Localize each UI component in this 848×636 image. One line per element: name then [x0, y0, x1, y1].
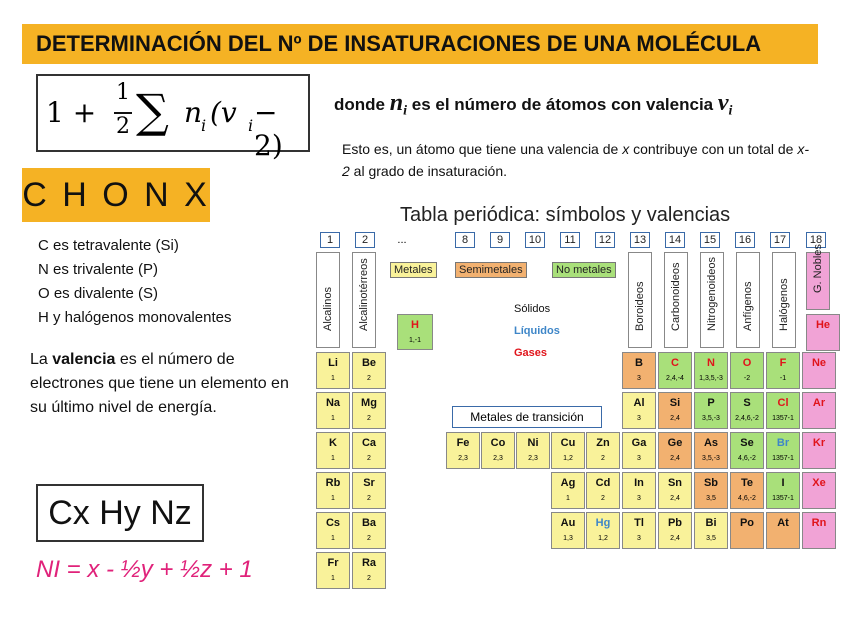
element-cell	[551, 472, 585, 509]
element-valence: 1	[331, 375, 335, 382]
valence-item: C es tetravalente (Si)	[38, 237, 179, 254]
element-symbol: Ra	[361, 557, 377, 569]
donde-text	[334, 90, 732, 119]
element-valence: 2,3	[458, 455, 468, 462]
donde-n-sub: i	[403, 102, 408, 119]
element-symbol: Au	[560, 517, 576, 529]
element-valence: 3,5	[706, 495, 716, 502]
group-number: 8	[455, 232, 475, 248]
element-valence: 2,3	[528, 455, 538, 462]
state-gases: Gases	[514, 347, 548, 359]
element-symbol: At	[777, 517, 789, 529]
group-number: 13	[630, 232, 650, 248]
element-symbol: Pb	[667, 517, 683, 529]
valdef-a: La	[30, 351, 53, 368]
element-symbol: Si	[669, 397, 681, 409]
element-cell	[658, 432, 692, 469]
element-cell	[586, 512, 620, 549]
legend-semimetales: Semimetales	[455, 262, 527, 278]
element-symbol: Sn	[667, 477, 683, 489]
element-cell	[694, 432, 728, 469]
element-symbol: Ne	[811, 357, 827, 369]
formula-n-sub: i	[201, 116, 207, 135]
element-valence: 1	[331, 535, 335, 542]
group-number: ...	[397, 234, 407, 246]
element-symbol: Xe	[812, 477, 826, 489]
donde-a: donde	[334, 95, 390, 114]
element-cell	[316, 552, 350, 589]
element-cell	[622, 472, 656, 509]
element-cell	[806, 314, 840, 351]
element-valence: -2	[743, 375, 751, 382]
valence-list	[38, 234, 231, 330]
family-label	[352, 252, 376, 348]
element-symbol: P	[707, 397, 715, 409]
element-valence: 2	[367, 375, 371, 382]
formula-denominator: 2	[116, 114, 130, 139]
element-cell	[446, 432, 480, 469]
molecular-formula-box: Cx Hy Nz	[36, 484, 204, 542]
valence-item: N es trivalente (P)	[38, 261, 159, 278]
formula-tail: − 2)	[254, 96, 283, 162]
chonx-banner: C H O N X	[22, 168, 210, 222]
group-number: 14	[665, 232, 685, 248]
transition-metals-label: Metales de transición	[452, 406, 602, 428]
esto-es-text	[342, 138, 812, 182]
element-cell	[316, 512, 350, 549]
element-valence: 3	[637, 455, 641, 462]
element-symbol: Fr	[327, 557, 339, 569]
element-valence: 3	[637, 535, 641, 542]
element-cell	[316, 352, 350, 389]
state-liquidos: Líquidos	[514, 325, 560, 337]
formula-v-sub: i	[248, 116, 254, 135]
element-cell	[766, 512, 800, 549]
formula-n: n	[184, 96, 203, 129]
element-cell	[622, 352, 656, 389]
state-solidos: Sólidos	[514, 303, 551, 315]
formula-v: (v	[210, 96, 237, 129]
element-symbol: Hg	[595, 517, 611, 529]
group-number: 2	[355, 232, 375, 248]
family-label	[736, 252, 760, 348]
family-label-text: Carbonoideos	[670, 262, 682, 331]
element-valence: 2,4	[670, 535, 680, 542]
element-cell	[622, 392, 656, 429]
element-valence: 3,5	[706, 535, 716, 542]
element-cell	[694, 392, 728, 429]
esto-x: x	[622, 141, 630, 157]
element-valence: 3	[637, 415, 641, 422]
element-cell	[658, 392, 692, 429]
donde-v: v	[717, 90, 729, 116]
element-symbol: Ni	[527, 437, 539, 449]
element-cell	[802, 512, 836, 549]
element-cell	[352, 472, 386, 509]
element-valence: 1	[566, 495, 570, 502]
element-valence: 2	[367, 455, 371, 462]
element-cell	[658, 472, 692, 509]
element-symbol: Ge	[667, 437, 683, 449]
legend-metales: Metales	[390, 262, 437, 278]
group-number: 12	[595, 232, 615, 248]
group-number: 18	[806, 232, 826, 248]
sum-symbol: ∑	[136, 84, 169, 138]
element-symbol: He	[815, 319, 831, 331]
family-label	[700, 252, 724, 348]
element-cell	[352, 392, 386, 429]
element-symbol: Ba	[361, 517, 377, 529]
element-cell	[730, 392, 764, 429]
formula-numerator: 1	[116, 80, 130, 105]
family-label	[806, 244, 830, 310]
element-valence: 2,4,6,-2	[735, 415, 759, 422]
donde-b: es el número de átomos con valencia	[407, 95, 718, 114]
periodic-table-title: Tabla periódica: símbolos y valencias	[400, 204, 731, 226]
element-valence: 2	[601, 455, 605, 462]
element-cell	[352, 432, 386, 469]
element-symbol: F	[779, 357, 787, 369]
element-valence: 4,6,-2	[738, 495, 756, 502]
element-valence: 3	[637, 495, 641, 502]
valence-definition	[30, 348, 300, 420]
element-cell	[802, 432, 836, 469]
element-valence: 2,4	[670, 415, 680, 422]
element-symbol: As	[703, 437, 719, 449]
formula-one-plus: 1 +	[46, 96, 97, 129]
element-valence: 3	[637, 375, 641, 382]
element-symbol: Zn	[596, 437, 610, 449]
family-label-text: Anfígenos	[742, 281, 754, 331]
element-cell	[694, 472, 728, 509]
element-cell	[352, 352, 386, 389]
element-symbol: Cu	[560, 437, 576, 449]
element-valence: 3,5,-3	[702, 455, 720, 462]
element-symbol: Fe	[456, 437, 470, 449]
esto-a: Esto es, un átomo que tiene una valencia de	[342, 141, 623, 157]
element-symbol: Cd	[595, 477, 611, 489]
element-cell	[802, 352, 836, 389]
valence-item: O es divalente (S)	[38, 285, 159, 302]
element-cell	[730, 352, 764, 389]
element-valence: 1	[331, 495, 335, 502]
family-label-text: Alcalinotérreos	[358, 258, 370, 331]
element-valence: 2	[601, 495, 605, 502]
element-symbol: I	[781, 477, 785, 489]
element-cell	[586, 432, 620, 469]
family-label-text: Alcalinos	[322, 286, 334, 331]
valdef-b: es el número de electrones que tiene un elemento en su último nivel de energía.	[30, 351, 289, 416]
element-valence: 2,4	[670, 495, 680, 502]
element-valence: 1,3,5,-3	[699, 375, 723, 382]
legend-no-metales: No metales	[552, 262, 616, 278]
element-symbol: Ag	[560, 477, 576, 489]
family-label	[664, 252, 688, 348]
element-cell	[802, 472, 836, 509]
element-symbol: Co	[490, 437, 506, 449]
element-valence: -1	[779, 375, 787, 382]
element-valence: 2,3	[493, 455, 503, 462]
element-symbol: Po	[739, 517, 755, 529]
element-valence: 1	[331, 415, 335, 422]
esto-b: contribuye con un total de	[629, 141, 798, 157]
element-symbol: K	[329, 437, 337, 449]
element-symbol: Mg	[361, 397, 377, 409]
element-valence: 2	[367, 535, 371, 542]
element-symbol: Br	[776, 437, 790, 449]
element-cell	[694, 512, 728, 549]
element-valence: 1,3	[563, 535, 573, 542]
esto-c: al grado de insaturación.	[349, 163, 508, 179]
element-cell	[352, 512, 386, 549]
element-cell	[551, 512, 585, 549]
element-symbol: Na	[325, 397, 341, 409]
family-label	[628, 252, 652, 348]
element-cell	[316, 472, 350, 509]
element-valence: 1,2	[563, 455, 573, 462]
element-valence: 1	[331, 455, 335, 462]
element-symbol: Sr	[363, 477, 375, 489]
family-label-text: Nitrogenoideos	[706, 257, 718, 331]
group-number: 11	[560, 232, 580, 248]
group-number: 10	[525, 232, 545, 248]
element-valence: 1357-1	[772, 495, 794, 502]
element-cell	[658, 512, 692, 549]
element-symbol: Ca	[361, 437, 377, 449]
element-cell	[316, 432, 350, 469]
element-valence: 2	[367, 575, 371, 582]
family-label	[772, 252, 796, 348]
element-valence: 1357-1	[772, 455, 794, 462]
group-number: 15	[700, 232, 720, 248]
element-symbol: Rn	[811, 517, 827, 529]
esto-x2: x-2	[342, 141, 809, 179]
element-symbol: Ga	[631, 437, 647, 449]
element-valence: 2	[367, 415, 371, 422]
element-cell	[586, 472, 620, 509]
donde-v-sub: i	[728, 102, 733, 119]
element-symbol: Cs	[325, 517, 341, 529]
element-valence: 1,-1	[408, 337, 422, 344]
element-symbol: B	[635, 357, 643, 369]
element-symbol: H	[411, 319, 419, 331]
element-cell	[730, 472, 764, 509]
group-number: 9	[490, 232, 510, 248]
unsaturation-formula	[36, 74, 310, 162]
ni-equation: NI = x - ½y + ½z + 1	[36, 556, 253, 583]
family-label-text: G. Nobles	[812, 244, 824, 293]
element-cell	[694, 352, 728, 389]
element-cell	[730, 512, 764, 549]
family-label	[316, 252, 340, 348]
element-symbol: Cl	[777, 397, 789, 409]
element-symbol: Rb	[325, 477, 341, 489]
element-symbol: Al	[633, 397, 645, 409]
element-symbol: In	[634, 477, 644, 489]
element-symbol: Bi	[705, 517, 717, 529]
element-cell	[316, 392, 350, 429]
element-cell	[481, 432, 515, 469]
valence-item: H y halógenos monovalentes	[38, 309, 232, 326]
element-cell	[766, 392, 800, 429]
element-valence: 1357-1	[772, 415, 794, 422]
group-number: 17	[770, 232, 790, 248]
element-valence: 2,4	[670, 455, 680, 462]
page-title: DETERMINACIÓN DEL Nº DE INSATURACIONES DE UNA MOLÉCULA	[22, 24, 818, 64]
element-cell	[766, 352, 800, 389]
element-symbol: Sb	[703, 477, 719, 489]
element-cell	[766, 472, 800, 509]
donde-n: n	[389, 90, 404, 116]
element-symbol: N	[707, 357, 715, 369]
element-symbol: O	[742, 357, 752, 369]
family-label-text: Halógenos	[778, 278, 790, 331]
element-cell	[658, 352, 692, 389]
element-cell	[766, 432, 800, 469]
valdef-bold: valencia	[52, 351, 116, 368]
element-symbol: Be	[361, 357, 377, 369]
element-symbol: Ar	[812, 397, 826, 409]
element-cell	[622, 432, 656, 469]
element-symbol: Kr	[812, 437, 826, 449]
element-symbol: C	[671, 357, 679, 369]
element-cell	[516, 432, 550, 469]
element-valence: 3,5,-3	[702, 415, 720, 422]
element-valence: 2,4,-4	[666, 375, 684, 382]
group-number: 1	[320, 232, 340, 248]
element-cell	[802, 392, 836, 429]
element-symbol: Te	[740, 477, 754, 489]
element-symbol: Se	[740, 437, 754, 449]
element-valence: 4,6,-2	[738, 455, 756, 462]
element-cell	[352, 552, 386, 589]
element-symbol: Li	[328, 357, 338, 369]
element-cell	[730, 432, 764, 469]
group-number: 16	[735, 232, 755, 248]
element-cell	[397, 314, 433, 350]
element-cell	[551, 432, 585, 469]
element-valence: 1	[331, 575, 335, 582]
element-cell	[622, 512, 656, 549]
element-valence: 2	[367, 495, 371, 502]
family-label-text: Boroideos	[634, 281, 646, 331]
element-symbol: S	[743, 397, 751, 409]
element-symbol: Tl	[634, 517, 644, 529]
element-valence: 1,2	[598, 535, 608, 542]
